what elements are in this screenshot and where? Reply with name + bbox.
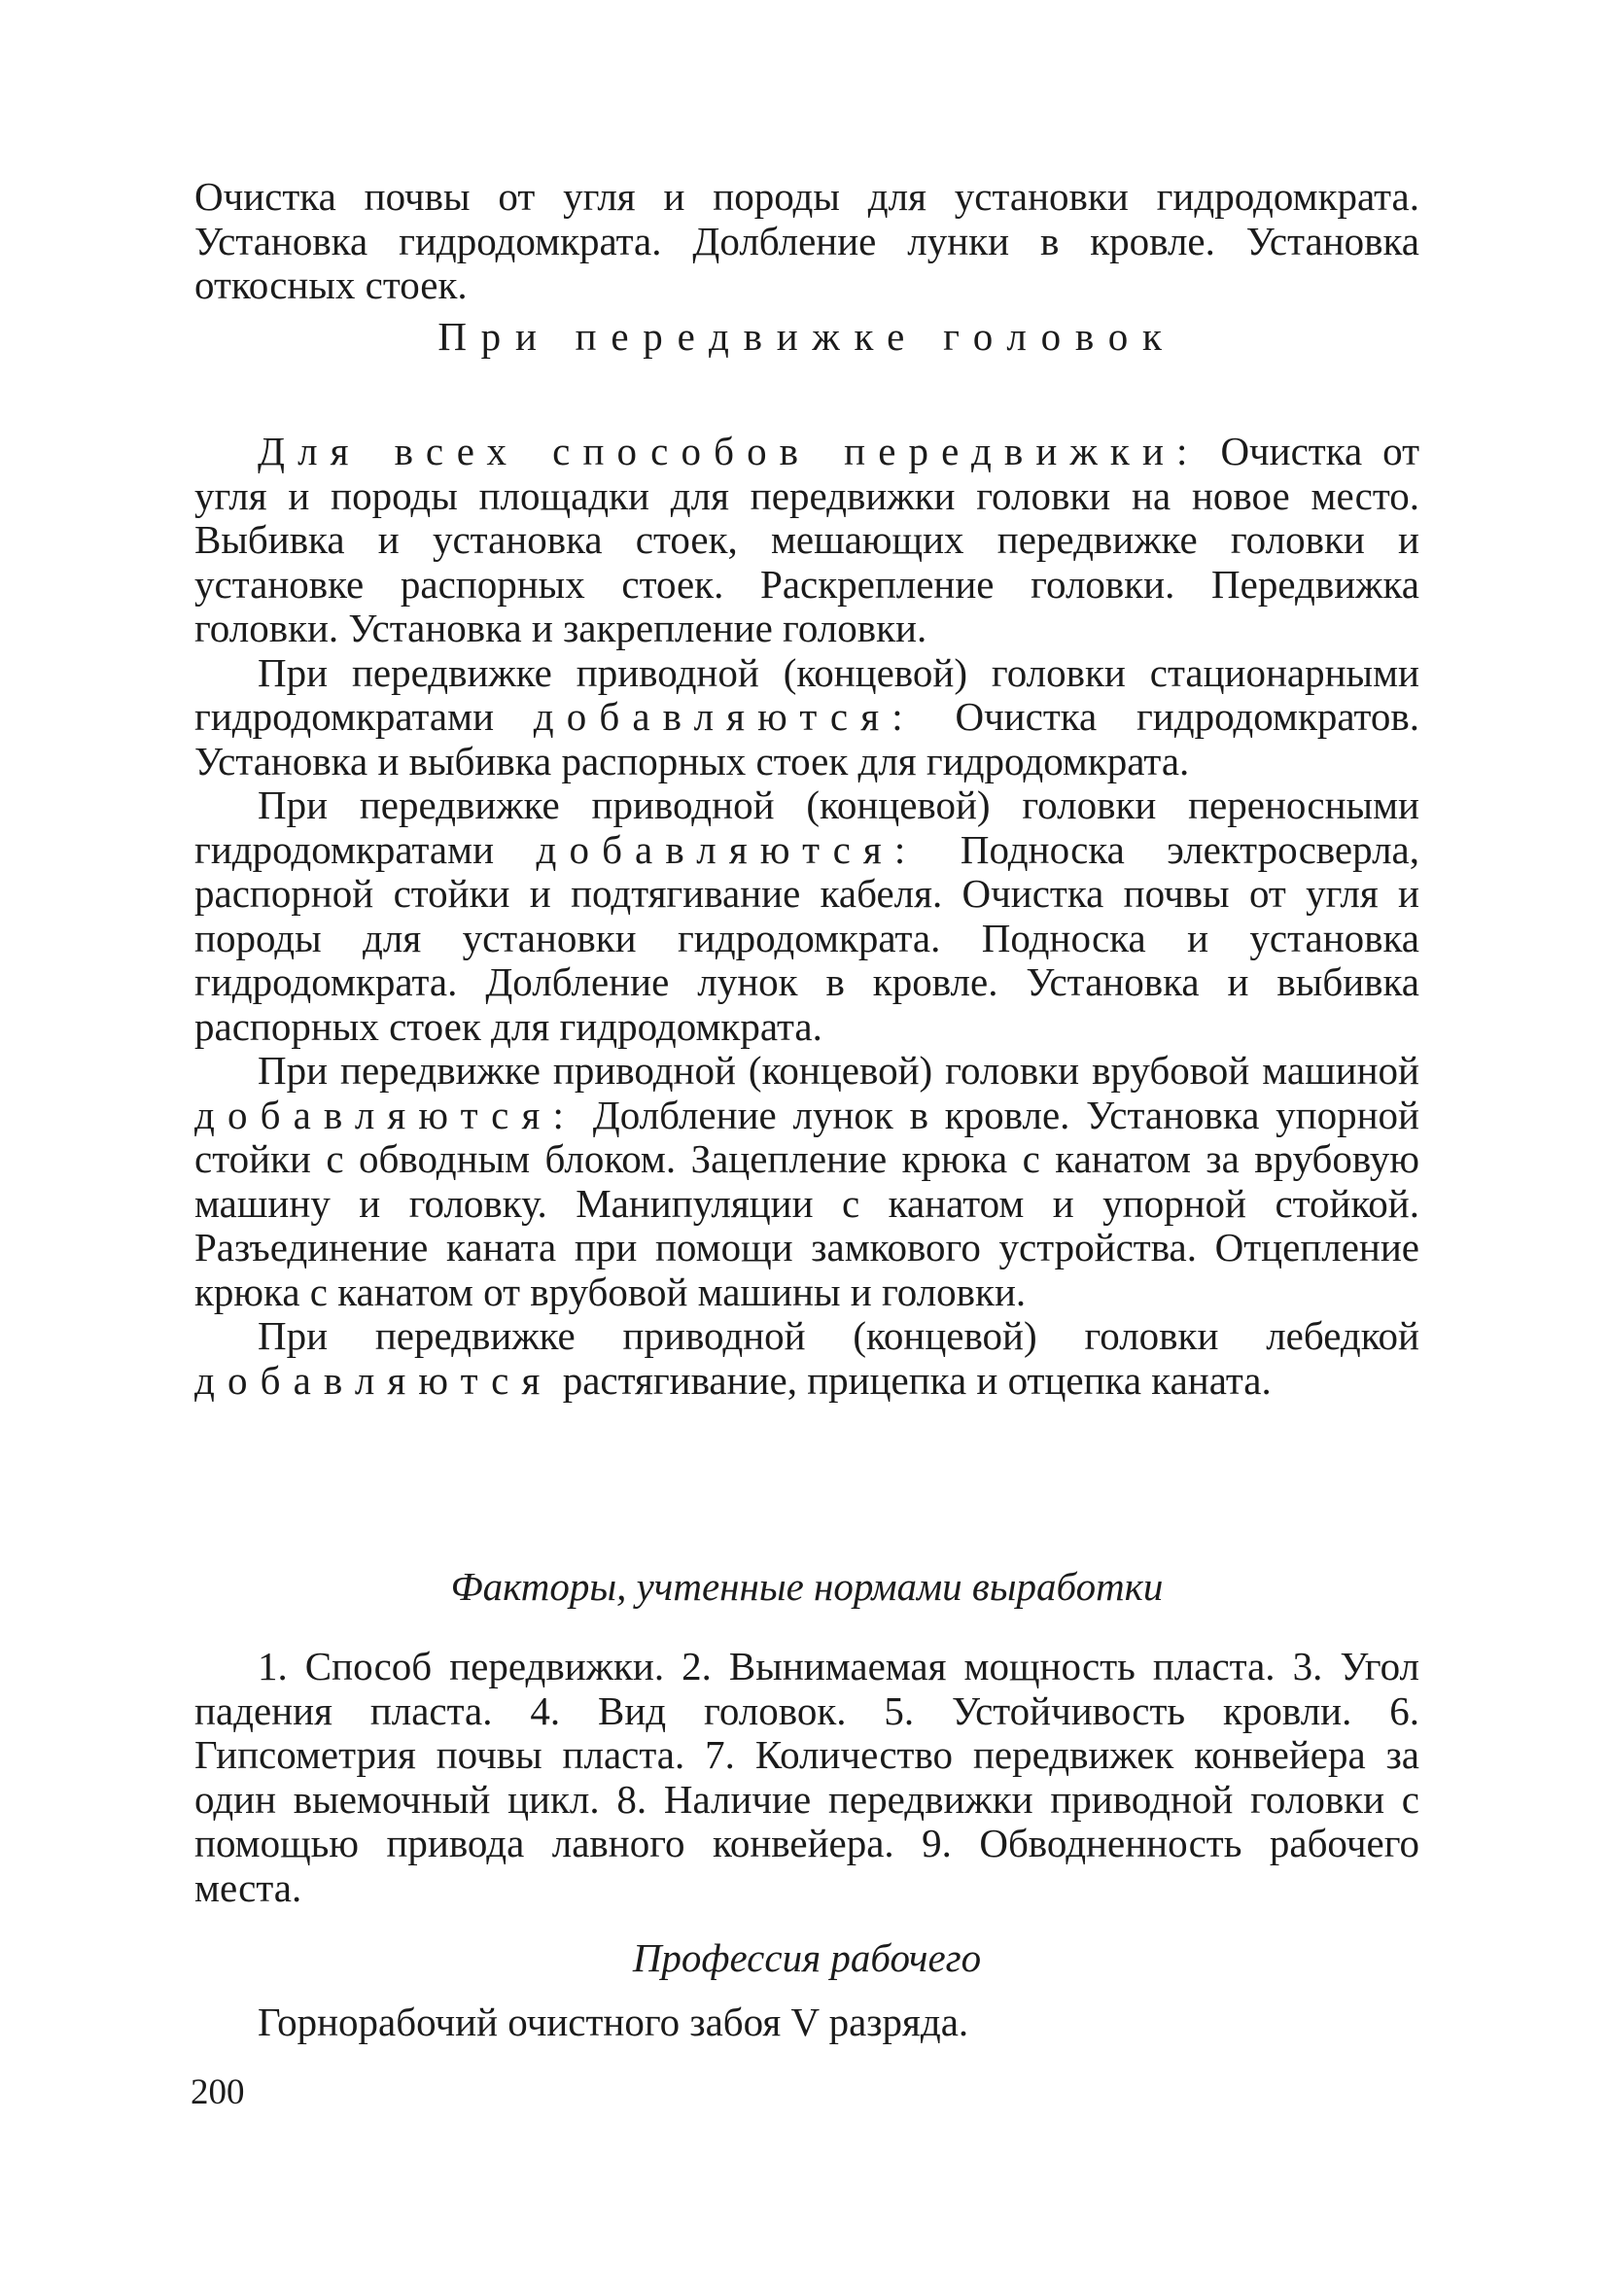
- profession-text: Горнорабочий очистного забоя V разряда.: [258, 2000, 969, 2044]
- moving-paragraph-3: [194, 783, 1419, 1049]
- factors-text: 1. Способ передвижки. 2. Вынимаемая мощность пласта. 3. Угол падения пласта. 4. Вид головок. 5. Устойчивость кровли. 6. Гипсометрия почвы пласта. 7. Количество передвижек конвейера за один выемочный цикл. 8. Наличие передвижки приводной головки с помощью привода лавного конвейера. 9. Обводненность рабочего места.: [194, 1644, 1419, 1910]
- moving-paragraph-1: [194, 430, 1419, 651]
- factors-heading: Факторы, учтенные нормами выработки: [450, 1564, 1164, 1609]
- moving-p5-emph: добавляются: [194, 1357, 553, 1403]
- factors-section: [194, 1645, 1419, 1910]
- moving-p1-lead: Для всех способов передвижки:: [258, 429, 1201, 473]
- moving-p1-text: Очистка от угля и породы площадки для передвижки головки на новое место. Выбивка и установка стоек, мешающих передвижке головки и установке распорных стоек. Раскрепление головки. Передвижка головки. Установка и закрепление головки.: [194, 429, 1419, 650]
- moving-heads-heading: При передвижке головок: [437, 314, 1176, 359]
- profession-section: [194, 2000, 1419, 2045]
- moving-p3-start: При передвижке приводной (концевой) головки переносными гидродомкратами: [194, 783, 1419, 872]
- moving-paragraph-5: [194, 1314, 1419, 1403]
- moving-section: [194, 430, 1419, 1403]
- moving-paragraph-4: [194, 1049, 1419, 1314]
- moving-p2-end: Очистка гидродомкратов. Установка и выбивка распорных стоек для гидродомкрата.: [194, 694, 1419, 783]
- intro-text: Очистка почвы от угля и породы для установки гидродомкрата. Установка гидродомкрата. Долбление лунки в кровле. Установка откосных стоек.: [194, 174, 1419, 307]
- moving-p4-start: При передвижке приводной (концевой) головки врубовой машиной: [258, 1048, 1419, 1093]
- moving-paragraph-2: [194, 651, 1419, 784]
- moving-p2-emph: добавляются:: [533, 694, 916, 739]
- page-number: 200: [191, 2072, 245, 2112]
- moving-p4-end: Долбление лунок в кровле. Установка упорной стойки с обводным блоком. Зацепление крюка с канатом за врубовую машину и головку. Манипуляции с канатом и упорной стойкой. Разъединение каната при помощи замкового устройства. Отцепление крюка с канатом от врубовой машины и головки.: [194, 1092, 1419, 1314]
- moving-p4-emph: добавляются:: [194, 1092, 577, 1137]
- moving-p3-emph: добавляются:: [536, 826, 919, 872]
- moving-p2-start: При передвижке приводной (концевой) головки стационарными гидродомкратами: [194, 649, 1419, 739]
- moving-p5-end: растягивание, прицепка и отцепка каната.: [552, 1357, 1272, 1403]
- intro-paragraph: [194, 175, 1419, 308]
- moving-p3-end: Подноска электросверла, распорной стойки и подтягивание кабеля. Очистка почвы от угля и породы для установки гидродомкрата. Подноска и установка гидродомкрата. Долбление лунок в кровле. Установка и выбивка распорных стоек для гидродомкрата.: [194, 826, 1419, 1049]
- moving-p5-start: При передвижке приводной (концевой) головки лебедкой: [258, 1313, 1419, 1358]
- profession-heading: Профессия рабочего: [632, 1935, 982, 1980]
